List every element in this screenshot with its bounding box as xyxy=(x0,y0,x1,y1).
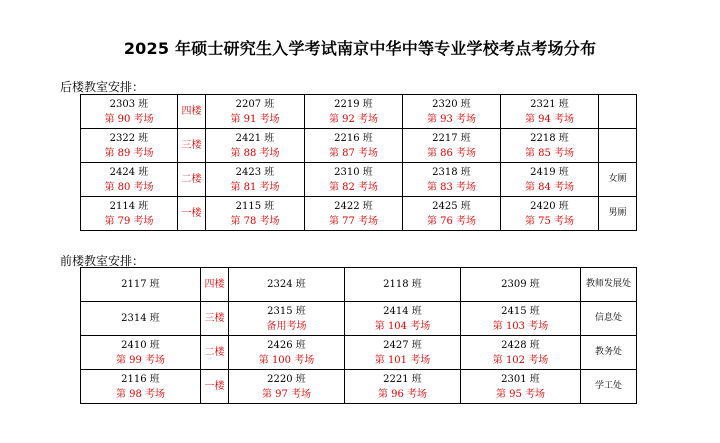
exam-room: 第 94 考场 xyxy=(524,113,575,125)
classroom-cell xyxy=(229,336,345,370)
side-facility: 学工处 xyxy=(581,370,637,404)
class-name: 2114 班 xyxy=(109,200,149,212)
classroom-cell xyxy=(206,95,305,129)
classroom-cell xyxy=(305,197,403,231)
exam-room: 第 101 考场 xyxy=(374,354,431,366)
classroom-cell xyxy=(81,336,201,370)
floor-label: 二楼 xyxy=(178,163,206,197)
class-name: 2220 班 xyxy=(267,373,306,385)
class-name: 2118 班 xyxy=(383,279,422,290)
exam-room: 第 87 考场 xyxy=(328,147,379,159)
classroom-cell xyxy=(403,95,501,129)
side-facility xyxy=(599,95,637,129)
floor-label: 四楼 xyxy=(201,268,229,302)
classroom-cell xyxy=(206,163,305,197)
classroom-cell xyxy=(345,336,461,370)
class-name: 2320 班 xyxy=(432,98,471,110)
classroom-cell xyxy=(501,129,599,163)
exam-room: 第 88 考场 xyxy=(230,147,280,159)
front-building-label: 前楼教室安排： xyxy=(60,254,145,268)
classroom-cell xyxy=(345,268,461,302)
table-row xyxy=(81,370,637,404)
classroom-cell xyxy=(81,268,201,302)
exam-room: 第 96 考场 xyxy=(377,388,428,400)
classroom-cell xyxy=(305,95,403,129)
class-name: 2420 班 xyxy=(530,200,569,212)
exam-room: 第 92 考场 xyxy=(328,113,379,125)
classroom-cell xyxy=(81,129,178,163)
class-name: 2219 班 xyxy=(334,98,373,110)
classroom-cell xyxy=(403,129,501,163)
classroom-cell xyxy=(305,129,403,163)
class-name: 2428 班 xyxy=(501,339,540,351)
class-name: 2422 班 xyxy=(334,200,373,212)
classroom-cell xyxy=(81,95,178,129)
class-name: 2116 班 xyxy=(121,373,160,385)
page-title: 2025 年硕士研究生入学考试南京中华中等专业学校考点考场分布 xyxy=(123,39,597,58)
exam-room: 第 83 考场 xyxy=(426,181,477,193)
class-name: 2425 班 xyxy=(432,200,471,212)
exam-room: 第 93 考场 xyxy=(426,113,477,125)
table-row xyxy=(81,129,637,163)
side-facility: 教务处 xyxy=(581,336,637,370)
table-row xyxy=(81,336,637,370)
class-name: 2309 班 xyxy=(501,279,540,290)
floor-label: 二楼 xyxy=(201,336,229,370)
table-row xyxy=(81,163,637,197)
exam-room: 第 98 考场 xyxy=(115,388,166,400)
exam-room: 第 86 考场 xyxy=(426,147,477,159)
class-name: 2217 班 xyxy=(432,132,471,144)
class-name: 2322 班 xyxy=(109,132,149,144)
class-name: 2218 班 xyxy=(530,132,569,144)
exam-room: 第 89 考场 xyxy=(104,147,154,159)
exam-room: 第 95 考场 xyxy=(495,388,546,400)
classroom-cell xyxy=(229,370,345,404)
exam-room: 第 100 考场 xyxy=(258,354,315,366)
floor-label: 四楼 xyxy=(178,95,206,129)
classroom-cell xyxy=(461,302,581,336)
exam-room: 备用考场 xyxy=(266,320,307,332)
side-facility xyxy=(599,129,637,163)
exam-room: 第 81 考场 xyxy=(230,181,280,193)
floor-label: 一楼 xyxy=(178,197,206,231)
class-name: 2419 班 xyxy=(530,166,569,178)
classroom-cell xyxy=(229,268,345,302)
class-name: 2415 班 xyxy=(501,305,540,317)
exam-room: 第 84 考场 xyxy=(524,181,575,193)
class-name: 2318 班 xyxy=(432,166,471,178)
classroom-cell xyxy=(461,268,581,302)
side-facility: 教师发展处 xyxy=(581,268,637,302)
class-name: 2426 班 xyxy=(267,339,306,351)
classroom-cell xyxy=(403,197,501,231)
class-name: 2315 班 xyxy=(267,305,306,317)
side-facility: 男厕 xyxy=(599,197,637,231)
back-building-label: 后楼教室安排： xyxy=(60,80,145,94)
classroom-cell xyxy=(461,336,581,370)
class-name: 2117 班 xyxy=(121,279,160,290)
class-name: 2303 班 xyxy=(109,98,149,110)
table-row xyxy=(81,95,637,129)
classroom-cell xyxy=(81,197,178,231)
classroom-cell xyxy=(461,370,581,404)
exam-room: 第 80 考场 xyxy=(104,181,154,193)
classroom-cell xyxy=(206,197,305,231)
class-name: 2216 班 xyxy=(334,132,373,144)
classroom-cell xyxy=(501,95,599,129)
exam-room: 第 102 考场 xyxy=(492,354,549,366)
back-building-table xyxy=(80,94,637,231)
class-name: 2321 班 xyxy=(530,98,569,110)
floor-label: 一楼 xyxy=(201,370,229,404)
class-name: 2324 班 xyxy=(267,279,306,290)
class-name: 2423 班 xyxy=(235,166,275,178)
exam-room: 第 104 考场 xyxy=(374,320,431,332)
classroom-cell xyxy=(229,302,345,336)
floor-label: 三楼 xyxy=(201,302,229,336)
front-building-table xyxy=(80,267,637,404)
class-name: 2207 班 xyxy=(235,98,275,110)
table-row xyxy=(81,268,637,302)
exam-room: 第 90 考场 xyxy=(104,113,154,125)
class-name: 2310 班 xyxy=(334,166,373,178)
class-name: 2221 班 xyxy=(383,373,422,385)
classroom-cell xyxy=(81,370,201,404)
table-row xyxy=(81,197,637,231)
exam-room: 第 78 考场 xyxy=(230,215,280,227)
class-name: 2115 班 xyxy=(235,200,275,212)
classroom-cell xyxy=(81,302,201,336)
exam-room: 第 91 考场 xyxy=(230,113,280,125)
classroom-cell xyxy=(206,129,305,163)
exam-room: 第 99 考场 xyxy=(115,354,166,366)
exam-room: 第 76 考场 xyxy=(426,215,477,227)
class-name: 2424 班 xyxy=(109,166,149,178)
classroom-cell xyxy=(345,302,461,336)
floor-label: 三楼 xyxy=(178,129,206,163)
classroom-cell xyxy=(305,163,403,197)
exam-room: 第 77 考场 xyxy=(328,215,379,227)
side-facility: 信息处 xyxy=(581,302,637,336)
class-name: 2414 班 xyxy=(383,305,422,317)
class-name: 2421 班 xyxy=(235,132,275,144)
classroom-cell xyxy=(81,163,178,197)
class-name: 2427 班 xyxy=(383,339,422,351)
classroom-cell xyxy=(501,197,599,231)
class-name: 2314 班 xyxy=(121,313,160,324)
classroom-cell xyxy=(403,163,501,197)
exam-room: 第 82 考场 xyxy=(328,181,379,193)
classroom-cell xyxy=(345,370,461,404)
exam-room: 第 103 考场 xyxy=(492,320,549,332)
table-row xyxy=(81,302,637,336)
exam-room: 第 97 考场 xyxy=(261,388,312,400)
side-facility: 女厕 xyxy=(599,163,637,197)
classroom-cell xyxy=(501,163,599,197)
exam-room: 第 85 考场 xyxy=(524,147,575,159)
class-name: 2301 班 xyxy=(501,373,540,385)
exam-room: 第 75 考场 xyxy=(524,215,575,227)
exam-room: 第 79 考场 xyxy=(104,215,154,227)
class-name: 2410 班 xyxy=(121,339,160,351)
